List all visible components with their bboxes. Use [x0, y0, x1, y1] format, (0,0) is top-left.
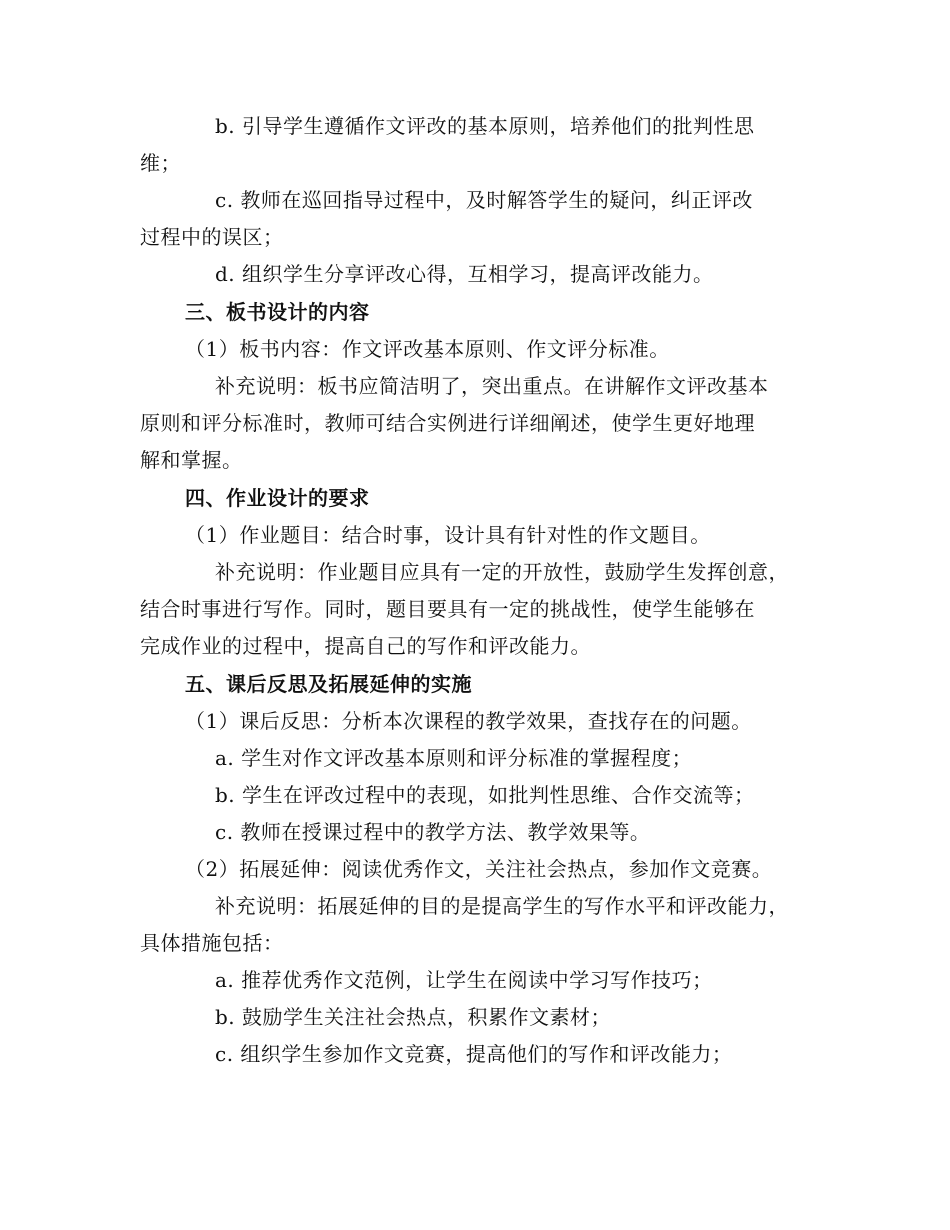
- reflection-sub-a: a. 学生对作文评改基本原则和评分标准的掌握程度；: [215, 746, 693, 770]
- homework-topic-item: （1）作业题目：结合时事，设计具有针对性的作文题目。: [185, 523, 711, 547]
- extension-sub-c: c. 组织学生参加作文竞赛，提高他们的写作和评改能力；: [215, 1042, 733, 1066]
- reflection-sub-b: b. 学生在评改过程中的表现，如批判性思维、合作交流等；: [215, 783, 755, 807]
- section-heading-reflection-extension: 五、课后反思及拓展延伸的实施: [185, 672, 472, 696]
- reflection-sub-c: c. 教师在授课过程中的教学方法、教学效果等。: [215, 820, 651, 844]
- list-item-b-continuation: 维；: [140, 151, 181, 175]
- board-supplement-line-3: 解和掌握。: [140, 448, 243, 472]
- homework-supplement-line-3: 完成作业的过程中，提高自己的写作和评改能力。: [140, 634, 591, 658]
- homework-supplement-line-2: 结合时事进行写作。同时，题目要具有一定的挑战性，使学生能够在: [140, 597, 755, 621]
- section-heading-board-design: 三、板书设计的内容: [185, 300, 370, 324]
- board-supplement-paragraph: 补充说明：板书应简洁明了，突出重点。在讲解作文评改基本: [215, 374, 769, 398]
- homework-supplement-paragraph: 补充说明：作业题目应具有一定的开放性，鼓励学生发挥创意，: [215, 560, 789, 584]
- extension-sub-b: b. 鼓励学生关注社会热点，积累作文素材；: [215, 1005, 612, 1029]
- list-item-c-continuation: 过程中的误区；: [140, 225, 284, 249]
- list-item-c-teacher-guidance: c. 教师在巡回指导过程中，及时解答学生的疑问，纠正评改: [215, 188, 753, 212]
- list-item-b-guide-principles: b. 引导学生遵循作文评改的基本原则，培养他们的批判性思: [215, 114, 755, 138]
- board-supplement-line-2: 原则和评分标准时，教师可结合实例进行详细阐述，使学生更好地理: [140, 411, 755, 435]
- extension-item: （2）拓展延伸：阅读优秀作文，关注社会热点，参加作文竞赛。: [185, 857, 773, 881]
- extension-supplement-line-2: 具体措施包括：: [140, 931, 284, 955]
- section-heading-homework-design: 四、作业设计的要求: [185, 486, 370, 510]
- reflection-item: （1）课后反思：分析本次课程的教学效果，查找存在的问题。: [185, 709, 752, 733]
- extension-supplement-paragraph: 补充说明：拓展延伸的目的是提高学生的写作水平和评改能力，: [215, 894, 789, 918]
- board-content-item: （1）板书内容：作文评改基本原则、作文评分标准。: [185, 337, 670, 361]
- extension-sub-a: a. 推荐优秀作文范例，让学生在阅读中学习写作技巧；: [215, 968, 713, 992]
- list-item-d-share: d. 组织学生分享评改心得，互相学习，提高评改能力。: [215, 262, 714, 286]
